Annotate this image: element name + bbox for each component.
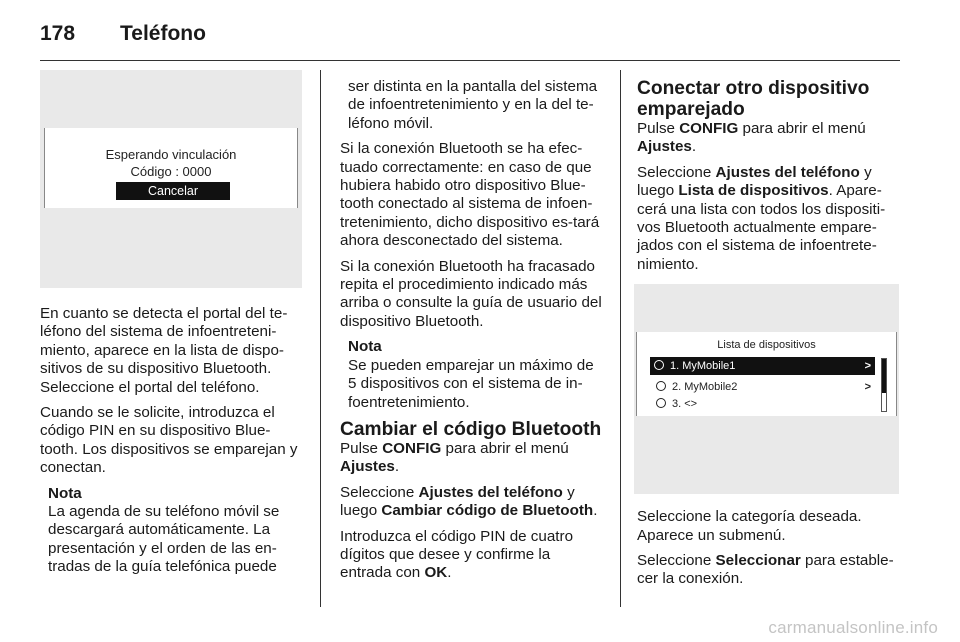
paragraph: Seleccione la categoría deseada. Aparece un submenú.: [637, 508, 862, 544]
page-number: 178: [40, 22, 76, 45]
section-heading: Cambiar el código Bluetooth: [340, 418, 602, 440]
section-heading: Conectar otro dispositivo emparejado: [637, 78, 870, 120]
note-text: La agenda de su teléfono móvil se descargará automáticamente. La presentación y el orden de las en-tradas de la guía telefónica puede: [48, 503, 280, 576]
paragraph: Pulse CONFIG para abrir el menú Ajustes.: [340, 439, 569, 476]
pairing-code: Código : 0000: [130, 164, 212, 179]
note-title: Nota: [48, 484, 82, 502]
radio-selected-icon: [654, 360, 664, 370]
radio-icon: [656, 381, 666, 391]
note-continuation: ser distinta en la pantalla del sistema de infoentretenimiento y en la del te-léfono móvil.: [348, 78, 598, 132]
header-rule: [40, 60, 900, 61]
paragraph: Introduzca el código PIN de cuatro dígitos que desee y confirme la entrada con OK.: [340, 527, 574, 582]
page-header: [40, 14, 206, 54]
note-text: Se pueden emparejar un máximo de 5 dispositivos con el sistema de in-foentretenimiento.: [348, 356, 594, 411]
paragraph: Si la conexión Bluetooth se ha efec-tuado correctamente: en caso de que hubiera habido otro dispositivo Blue-tooth conectado al sistema de infoen-tretenimiento, dicho dispositivo es-tará ahora desconectado del sistema.: [340, 140, 600, 250]
radio-icon: [656, 398, 666, 408]
paragraph: Pulse CONFIG para abrir el menú Ajustes.: [637, 120, 866, 156]
pairing-screen: [44, 128, 298, 208]
paragraph: Seleccione Seleccionar para estable-cer la conexión.: [637, 552, 894, 588]
note: [348, 338, 604, 412]
list-item: 3. <>: [652, 395, 875, 413]
paragraph: En cuanto se detecta el portal del te-léfono del sistema de infoentreteni-miento, aparece en la lista de dispo-sitivos de su dispositivo Bluetooth. Seleccione el portal del teléfono.: [40, 305, 288, 396]
cancel-button: Cancelar: [116, 182, 230, 200]
column-divider-2: [620, 70, 621, 607]
device-list-image: [634, 284, 899, 494]
note: [48, 485, 302, 577]
paragraph: Cuando se le solicite, introduzca el código PIN en su dispositivo Blue-tooth. Los dispositivos se emparejan y conectan.: [40, 404, 298, 477]
column-divider-1: [320, 70, 321, 607]
paragraph: Si la conexión Bluetooth ha fracasado repita el procedimiento indicado más arriba o consulte la guía de usuario del dispositivo Bluetooth.: [340, 257, 602, 330]
column-1: [40, 70, 302, 577]
list-item: 2. MyMobile2 >: [652, 378, 875, 396]
pairing-screen-image: [40, 70, 302, 288]
watermark: carmanualsonline.info: [768, 618, 938, 637]
column-2: [340, 78, 604, 590]
device-list-title: Lista de dispositivos: [717, 339, 816, 352]
chevron-right-icon: >: [864, 381, 871, 394]
page-title: Teléfono: [120, 22, 206, 45]
device-list-screen: [636, 332, 897, 416]
chevron-right-icon: >: [864, 360, 871, 373]
paragraph: Seleccione Ajustes del teléfono y luego Cambiar código de Bluetooth.: [340, 483, 598, 520]
paragraph: Seleccione Ajustes del teléfono y luego Lista de dispositivos. Apare-cerá una lista con todos los dispositi-vos Bluetooth actualmente empare-jados con el sistema de infoentrete-nimiento.: [637, 163, 886, 273]
scrollbar: [881, 358, 887, 412]
list-item: 1. MyMobile1 >: [650, 357, 875, 375]
note-title: Nota: [348, 338, 382, 356]
pairing-status: Esperando vinculación: [105, 147, 237, 162]
column-3: [637, 78, 903, 596]
